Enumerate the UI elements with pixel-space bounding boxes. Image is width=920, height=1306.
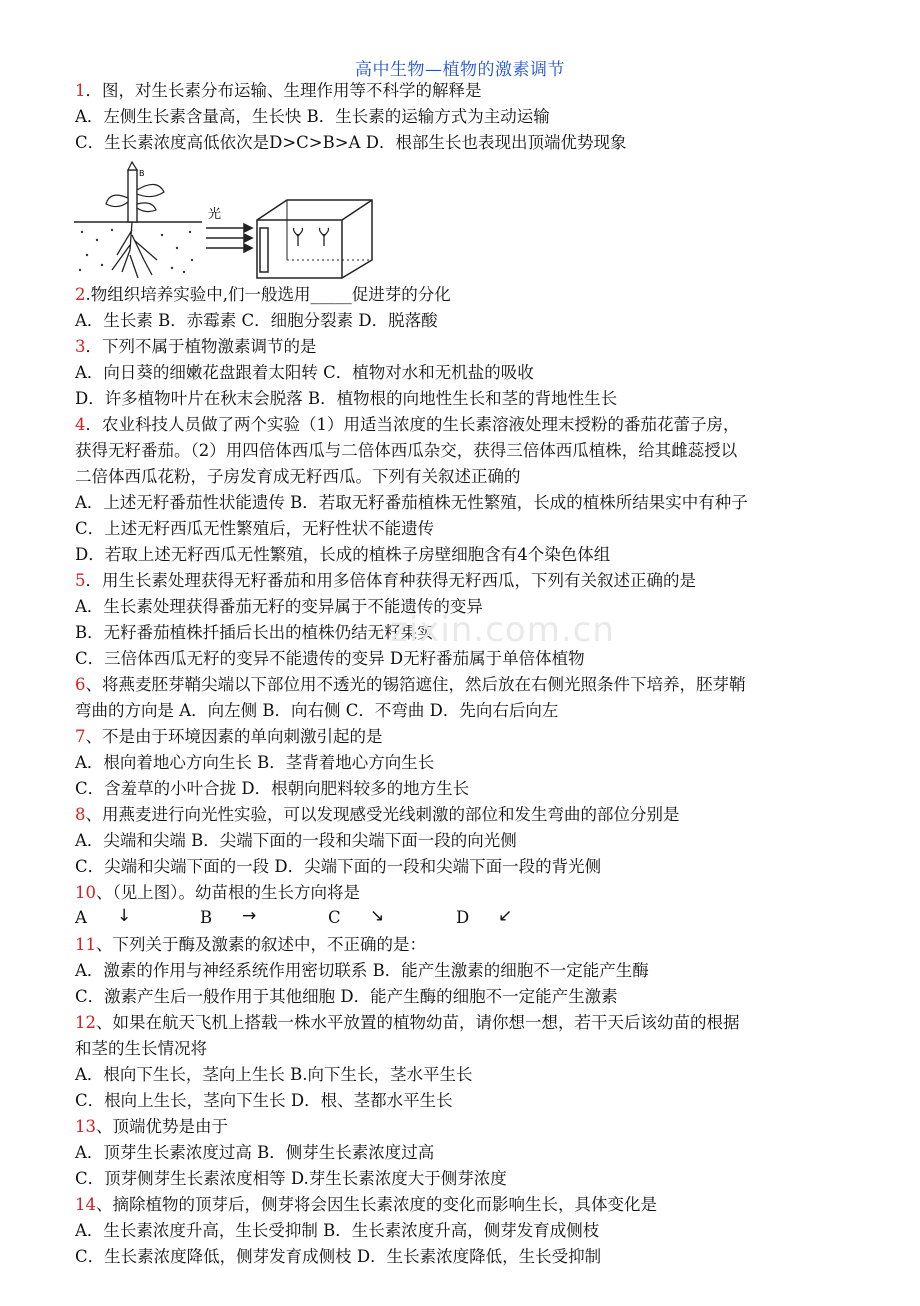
question-line (75, 132, 875, 154)
page-title: 高中生物—植物的激素调节 (355, 60, 565, 80)
question-text: 弯曲的方向是 A．向左侧 B．向右侧 C．不弯曲 D．先向右后向左 (75, 701, 559, 720)
arrow-icon: ↘ (370, 906, 385, 926)
question-text: A．上述无籽番茄性状能遗传 B．若取无籽番茄植株无性繁殖，长成的植株所结果实中有种子 (75, 493, 748, 512)
question-text: 、顶端优势是由于 (96, 1117, 228, 1136)
question-11-stem (75, 934, 875, 956)
question-line (75, 544, 875, 566)
question-line (75, 1142, 875, 1164)
question-13-stem (75, 1116, 875, 1138)
question-text: A．激素的作用与神经系统作用密切联系 B．能产生激素的细胞不一定能产生酶 (75, 961, 649, 980)
experiment-figure (72, 160, 382, 280)
question-text: A．尖端和尖端 B．尖端下面的一段和尖端下面一段的向光侧 (75, 831, 517, 850)
question-line (75, 106, 875, 128)
question-5-stem (75, 570, 875, 592)
option-label: D (456, 908, 470, 927)
question-number: 12 (75, 1013, 96, 1032)
question-number: 1 (75, 81, 86, 100)
question-number: 11 (75, 935, 96, 954)
watermark: zixin.com.cn (390, 610, 615, 650)
question-text: .物组织培养实验中,们一般选用_____促进芽的分化 (85, 285, 451, 304)
question-text: 获得无籽番茄。（2）用四倍体西瓜与二倍体西瓜杂交，获得三倍体西瓜植株，给其雌蕊授以 (75, 441, 738, 460)
question-line (75, 466, 875, 488)
question-line (75, 362, 875, 384)
question-number: 14 (75, 1195, 96, 1214)
question-number: 4 (75, 415, 86, 434)
question-line (75, 856, 875, 878)
question-text: 、下列关于酶及激素的叙述中，不正确的是： (96, 935, 426, 954)
question-number: 2 (75, 285, 86, 304)
question-line (75, 492, 875, 514)
question-number: 13 (75, 1117, 96, 1136)
question-text: B．无籽番茄植株扦插后长出的植株仍结无籽果实 (75, 623, 434, 642)
light-label: 光 (208, 207, 222, 222)
question-line (75, 1064, 875, 1086)
question-number: 10 (75, 883, 96, 902)
question-text: C．激素产生后一般作用于其他细胞 D．能产生酶的细胞不一定能产生激素 (75, 987, 618, 1006)
question-line (75, 752, 875, 774)
question-text: ．图，对生长素分布运输、生理作用等不科学的解释是 (85, 81, 482, 100)
question-10-stem (75, 882, 875, 904)
question-line (75, 830, 875, 852)
question-7-stem (75, 726, 875, 748)
question-line (75, 700, 875, 722)
question-line (75, 1220, 875, 1242)
question-text: 、（见上图）。幼苗根的生长方向将是 (96, 883, 360, 902)
question-3-stem (75, 336, 875, 358)
question-text: A．向日葵的细嫩花盘跟着太阳转 C．植物对水和无机盐的吸收 (75, 363, 534, 382)
question-text: 、不是由于环境因素的单向刺激引起的是 (85, 727, 383, 746)
question-text: C．三倍体西瓜无籽的变异不能遗传的变异 D无籽番茄属于单倍体植物 (75, 649, 585, 668)
question-text: A．生长素 B．赤霉素 C．细胞分裂素 D．脱落酸 (75, 311, 438, 330)
question-text: A．顶芽生长素浓度过高 B．侧芽生长素浓度过高 (75, 1143, 435, 1162)
question-line (75, 1038, 875, 1060)
question-2-stem (75, 284, 875, 306)
question-text: C．含羞草的小叶合拢 D．根朝向肥料较多的地方生长 (75, 779, 470, 798)
question-text: A．生长素处理获得番茄无籽的变异属于不能遗传的变异 (75, 597, 483, 616)
question-text: A．左侧生长素含量高，生长快 B．生长素的运输方式为主动运输 (75, 107, 550, 126)
arrow-icon: ↙ (498, 906, 513, 926)
question-text: 、将燕麦胚芽鞘尖端以下部位用不透光的锡箔遮住，然后放在右侧光照条件下培养，胚芽鞘 (85, 675, 746, 694)
question-number: 7 (75, 727, 86, 746)
question-number: 8 (75, 805, 86, 824)
question-text: A．根向下生长，茎向上生长 B.向下生长，茎水平生长 (75, 1065, 473, 1084)
question-line (75, 518, 875, 540)
question-text: ．下列不属于植物激素调节的是 (85, 337, 317, 356)
question-line (75, 388, 875, 410)
question-number: 5 (75, 571, 86, 590)
question-text: 、如果在航天飞机上搭载一株水平放置的植物幼苗，请你想一想，若干天后该幼苗的根据 (96, 1013, 740, 1032)
question-text: ．用生长素处理获得无籽番茄和用多倍体育种获得无籽西瓜，下列有关叙述正确的是 (85, 571, 696, 590)
question-text: 二倍体西瓜花粉，子房发育成无籽西瓜。下列有关叙述正确的 (75, 467, 521, 486)
question-text: C．顶芽侧芽生长素浓度相等 D.芽生长素浓度大于侧芽浓度 (75, 1169, 507, 1188)
question-8-stem (75, 804, 875, 826)
arrow-icon: → (242, 906, 257, 926)
question-line (75, 1090, 875, 1112)
question-text: C．生长素浓度高低依次是D>C>B>A D．根部生长也表现出顶端优势现象 (75, 133, 627, 152)
question-text: A．生长素浓度升高，生长受抑制 B．生长素浓度升高，侧芽发育成侧枝 (75, 1221, 600, 1240)
question-text: A．根向着地心方向生长 B．茎背着地心方向生长 (75, 753, 435, 772)
question-text: 和茎的生长情况将 (75, 1039, 207, 1058)
question-text: C．尖端和尖端下面的一段 D．尖端下面的一段和尖端下面一段的背光侧 (75, 857, 602, 876)
question-4-stem (75, 414, 875, 436)
question-text: D．许多植物叶片在秋末会脱落 B．植物根的向地性生长和茎的背地性生长 (75, 389, 618, 408)
question-line (75, 1168, 875, 1190)
question-text: D．若取上述无籽西瓜无性繁殖，长成的植株子房壁细胞含有4个染色体组 (75, 545, 611, 564)
question-line (75, 440, 875, 462)
option-label: A (75, 908, 87, 927)
question-line (75, 986, 875, 1008)
option-label: C (328, 908, 341, 927)
question-line (75, 778, 875, 800)
question-line (75, 960, 875, 982)
question-12-stem (75, 1012, 875, 1034)
question-line (75, 310, 875, 332)
question-line (75, 648, 875, 670)
question-number: 6 (75, 675, 86, 694)
question-14-stem (75, 1194, 875, 1216)
question-text: C．生长素浓度降低，侧芽发育成侧枝 D．生长素浓度降低，生长受抑制 (75, 1247, 602, 1266)
question-text: 、摘除植物的顶芽后，侧芽将会因生长素浓度的变化而影响生长，具体变化是 (96, 1195, 657, 1214)
question-1-stem (75, 80, 875, 102)
question-text: ．农业科技人员做了两个实验（1）用适当浓度的生长素溶液处理末授粉的番茄花蕾子房， (85, 415, 740, 434)
question-text: C．根向上生长，茎向下生长 D．根、茎都水平生长 (75, 1091, 453, 1110)
question-line (75, 1246, 875, 1268)
question-number: 3 (75, 337, 86, 356)
question-text: 、用燕麦进行向光性实验，可以发现感受光线刺激的部位和发生弯曲的部位分别是 (85, 805, 680, 824)
question-6-stem (75, 674, 875, 696)
question-text: C．上述无籽西瓜无性繁殖后，无籽性状不能遗传 (75, 519, 435, 538)
arrow-icon: ↓ (117, 906, 132, 926)
svg-text:B: B (139, 169, 145, 178)
option-label: B (200, 908, 213, 927)
